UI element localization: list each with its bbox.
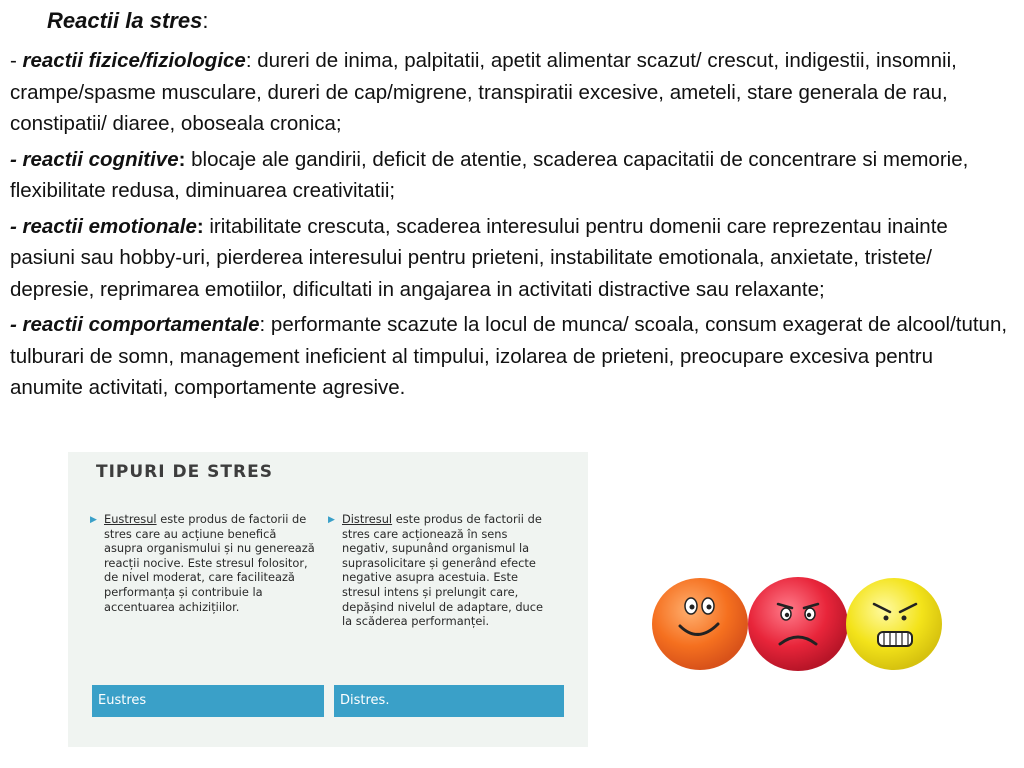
reaction-description: iritabilitate crescuta, scaderea interesului pentru domenii care reprezentau inainte pasiuni sau hobby-uri, pierderea interesului pentru prieteni, instabilitate emotionala, anxietate, tristete/ depresie, reprimarea emotiilor, dificultati in angajarea in activitati distractive sau relaxante; bbox=[10, 214, 948, 301]
reaction-physical: - reactii fizice/fiziologice: dureri de inima, palpitatii, apetit alimentar scazut/ crescut, indigestii, insomnii, crampe/spasme musculare, dureri de cap/migrene, transpiratii excesive, ameteli, stare generala de rau, constipatii/ diaree, oboseala cronica; bbox=[10, 49, 957, 135]
reaction-behavioral: - reactii comportamentale: performante scazute la locul de munca/ scoala, consum exagerat de alcool/tutun, tulburari de somn, management ineficient al timpului, izolarea de prieteni, preocupare excesiva pentru anumite activitati, comportamente agresive. bbox=[10, 313, 1008, 399]
page-title bbox=[47, 8, 208, 34]
reaction-description: dureri de inima, palpitatii, apetit alimentar scazut/ crescut, indigestii, insomnii, crampe/spasme musculare, dureri de cap/migrene, transpiratii excesive, ameteli, stare generala de rau, constipatii/ diaree, oboseala cronica; bbox=[10, 49, 957, 135]
title-text: Reactii la stres bbox=[47, 8, 203, 33]
reaction-term: reactii cognitive bbox=[22, 147, 179, 171]
stress-balls-photo bbox=[648, 574, 948, 674]
sad-face-icon bbox=[748, 577, 848, 671]
triangle-bullet-icon: ▶ bbox=[90, 515, 97, 525]
reaction-description: performante scazute la locul de munca/ scoala, consum exagerat de alcool/tutun, tulburari de somn, management ineficient al timpului, izolarea de prieteni, preocupare excesiva pentru anumite activitati, comportamente agresive. bbox=[10, 313, 1008, 399]
eustress-description: ▶ Eustresul este produs de factorii de stres care au acțiune benefică asupra organismului și nu generează reacții nocive. Este stresul folositor, de nivel moderat, care facilitează performanța și contribuie la accentuarea achizițiilor. bbox=[90, 512, 315, 614]
distress-label: Distres. bbox=[334, 685, 564, 717]
title-colon: : bbox=[202, 8, 209, 33]
angry-face-icon bbox=[846, 578, 942, 670]
distress-description: ▶ Distresul este produs de factorii de stres care acționează în sens negativ, supunând organismul la suprasolicitare și generând efecte negative asupra acestuia. Este stresul intens și prelungit care, depășind nivelul de adaptare, duce la scăderea performanței. bbox=[328, 512, 544, 629]
reaction-emotional: - reactii emotionale: iritabilitate crescuta, scaderea interesului pentru domenii care reprezentau inainte pasiuni sau hobby-uri, pierderea interesului pentru prieteni, instabilitate emotionala, anxietate, tristete/ depresie, reprimarea emotiilor, dificultati in angajarea in activitati distractive sau relaxante; bbox=[10, 214, 948, 301]
eustress-label: Eustres bbox=[92, 685, 324, 717]
reaction-cognitive: - reactii cognitive: blocaje ale gandirii, deficit de atentie, scaderea capacitatii de concentrare si memorie, flexibilitate redusa, diminuarea creativitatii; bbox=[10, 147, 969, 202]
triangle-bullet-icon: ▶ bbox=[328, 515, 335, 525]
reaction-term: reactii emotionale bbox=[22, 214, 197, 238]
happy-face-icon bbox=[652, 578, 748, 670]
reactions-list bbox=[10, 45, 1010, 408]
stress-types-title: TIPURI DE STRES bbox=[96, 462, 273, 482]
eustress-term: Eustresul bbox=[104, 512, 157, 526]
distress-term: Distresul bbox=[342, 512, 393, 526]
reaction-description: blocaje ale gandirii, deficit de atentie, scaderea capacitatii de concentrare si memorie, flexibilitate redusa, diminuarea creativitatii; bbox=[10, 147, 969, 202]
stress-types-image bbox=[68, 452, 588, 747]
reaction-term: reactii comportamentale bbox=[22, 313, 260, 336]
reaction-term: reactii fizice/fiziologice bbox=[22, 49, 246, 72]
